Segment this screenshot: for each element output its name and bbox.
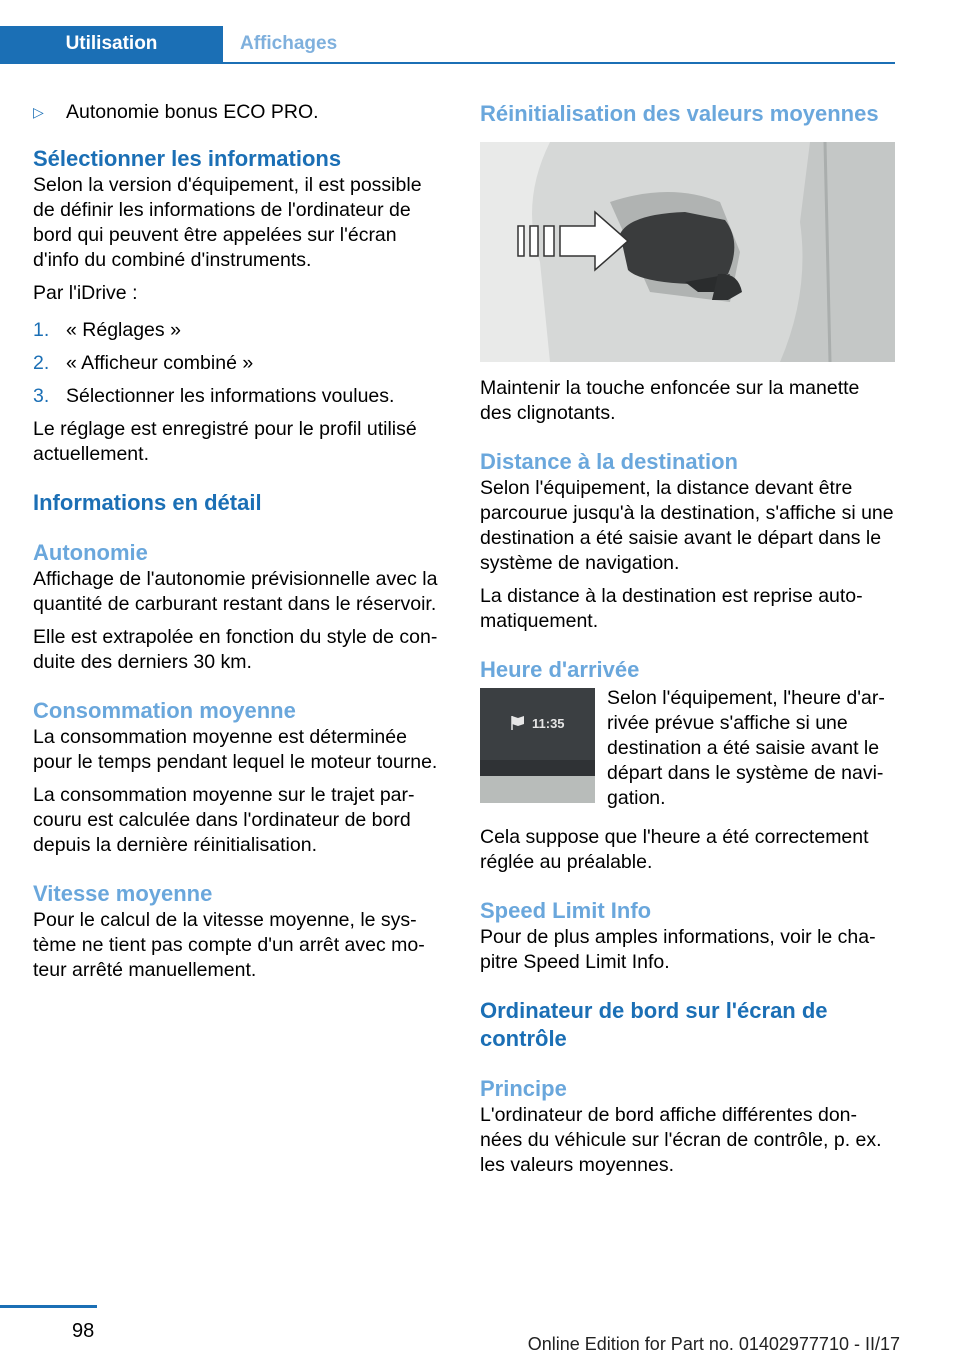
arrival-time-text: 11:35 bbox=[532, 716, 565, 731]
tab-affichages[interactable]: Affichages bbox=[240, 33, 338, 54]
paragraph-saved: Le réglage est enregistré pour le profil utilisé actuellement. bbox=[33, 418, 417, 465]
left-column bbox=[33, 100, 448, 991]
arrival-time-display-image bbox=[480, 688, 595, 803]
paragraph-select-info: Selon la version d'équipement, il est possible de définir les informations de l'ordinateur de bord qui peuvent être appelées sur l'écran d'info du combiné d'instruments. bbox=[33, 174, 422, 271]
turn-signal-lever-image bbox=[480, 142, 895, 362]
heading-reinit: Réinitialisation des valeurs moyennes bbox=[480, 101, 879, 126]
step-item bbox=[33, 351, 448, 376]
step-item bbox=[33, 318, 448, 343]
paragraph-reinit: Maintenir la touche enfoncée sur la manette des clignotants. bbox=[480, 377, 860, 424]
step-text: « Afficheur combiné » bbox=[66, 352, 254, 374]
paragraph-idrive: Par l'iDrive : bbox=[33, 282, 138, 304]
paragraph-distance-1: Selon l'équipement, la distance devant être parcourue jusqu'à la destination, s'affiche si une destination a été saisie avant le départ dans le système de navigation. bbox=[480, 477, 894, 574]
bullet-item bbox=[33, 100, 448, 125]
heading-consommation: Consommation moyenne bbox=[33, 698, 296, 723]
paragraph-heure-2: Cela suppose que l'heure a été correctement réglée au préalable. bbox=[480, 826, 869, 873]
triangle-bullet-icon: ▷ bbox=[33, 104, 44, 120]
heading-details: Informations en détail bbox=[33, 490, 262, 515]
page-number: 98 bbox=[72, 1320, 95, 1342]
heading-speed-limit: Speed Limit Info bbox=[480, 898, 652, 923]
paragraph-distance-2: La distance à la destination est reprise auto‐matiquement. bbox=[480, 585, 863, 632]
paragraph-speed-limit: Pour de plus amples informations, voir le cha‐pitre Speed Limit Info. bbox=[480, 926, 876, 973]
paragraph-autonomie-2: Elle est extrapolée en fonction du style de con‐duite des derniers 30 km. bbox=[33, 626, 438, 673]
steps-list bbox=[33, 318, 448, 409]
paragraph-consommation-1: La consommation moyenne est déterminée pour le temps pendant lequel le moteur tourne. bbox=[33, 726, 438, 773]
heading-principe: Principe bbox=[480, 1076, 567, 1101]
bullet-text: Autonomie bonus ECO PRO. bbox=[66, 101, 319, 123]
step-number: 1. bbox=[33, 319, 50, 341]
step-item bbox=[33, 384, 448, 409]
paragraph-consommation-2: La consommation moyenne sur le trajet par‐couru est calculée dans l'ordinateur de bord depuis la dernière réinitialisation. bbox=[33, 784, 415, 856]
paragraph-autonomie-1: Affichage de l'autonomie prévisionnelle avec la quantité de carburant restant dans le réservoir. bbox=[33, 568, 438, 615]
tab-utilisation[interactable]: Utilisation bbox=[0, 26, 223, 62]
paragraph-vitesse: Pour le calcul de la vitesse moyenne, le sys‐tème ne tient pas compte d'un arrêt avec mo‐teur arrêté manuellement. bbox=[33, 909, 425, 981]
edition-text: Online Edition for Part no. 01402977710 - II/17 bbox=[527, 1334, 900, 1354]
right-column bbox=[480, 100, 895, 1186]
heading-ordinateur: Ordinateur de bord sur l'écran de contrôle bbox=[480, 998, 828, 1051]
step-text: « Réglages » bbox=[66, 319, 181, 341]
paragraph-heure: Selon l'équipement, l'heure d'ar‐rivée prévue s'affiche si une destination a été saisie avant le départ dans le système de navi‐gation. bbox=[607, 687, 885, 809]
step-text: Sélectionner les informations voulues. bbox=[66, 385, 395, 407]
footer-rule bbox=[0, 1305, 97, 1308]
arrival-time-block bbox=[480, 686, 895, 811]
heading-distance: Distance à la destination bbox=[480, 449, 738, 474]
step-number: 2. bbox=[33, 352, 50, 374]
header-bar bbox=[0, 26, 895, 64]
heading-select-info: Sélectionner les informations bbox=[33, 146, 342, 171]
heading-heure: Heure d'arrivée bbox=[480, 657, 640, 682]
step-number: 3. bbox=[33, 385, 50, 407]
paragraph-principe: L'ordinateur de bord affiche différentes don‐nées du véhicule sur l'écran de contrôle, p. ex. les valeurs moyennes. bbox=[480, 1104, 882, 1176]
heading-vitesse: Vitesse moyenne bbox=[33, 881, 213, 906]
heading-autonomie: Autonomie bbox=[33, 540, 148, 565]
